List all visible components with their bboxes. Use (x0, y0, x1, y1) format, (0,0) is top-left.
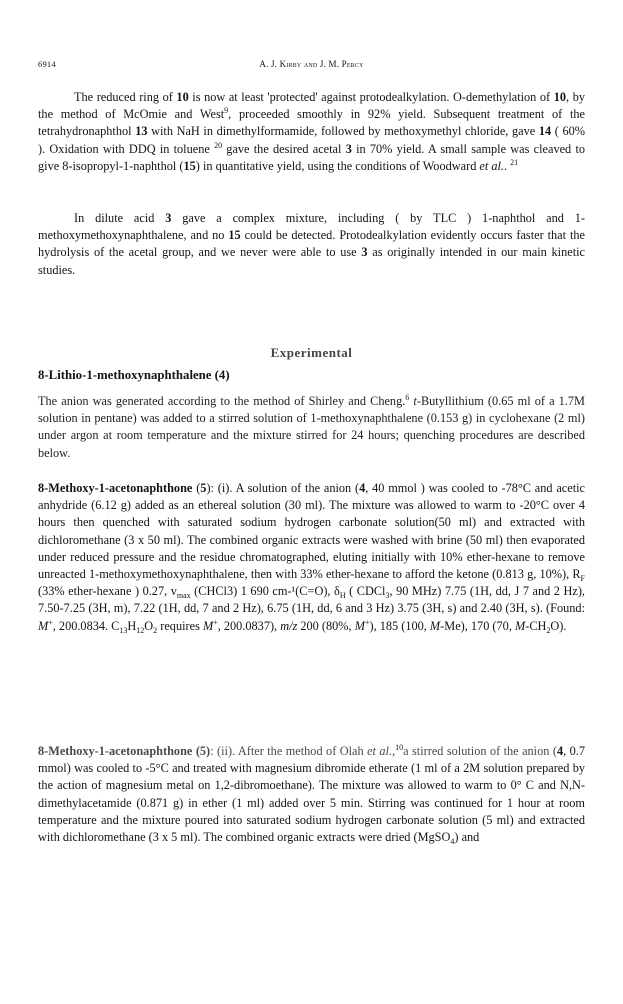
section-heading-lithio: 8-Lithio-1-methoxynaphthalene (4) (38, 368, 230, 382)
paragraph-anion-generation: The anion was generated according to the method of Shirley and Cheng.$^6$ t-Butyllithium (0.65 ml of a 1.7M solution in pentane) was added to a stirred solution of 1-methoxynaphthalene (0.153 g) in cyclohexane (2 ml) under argon at room temperature and the mixture stirred for 24 hours; quenching procedures are described below. (38, 393, 585, 460)
running-title: A. J. Kirby and J. M. Percy (259, 59, 364, 69)
paragraph-reduced-ring: The reduced ring of 10 is now at least 'protected' against protodealkylation. O-demethylation of 10, by the method of McOmie and West$^9$, proceeded smoothly in 92% yield. Subsequent treatment of the tetrahydronaphthol 13 with NaH in dimethylformamide, followed by methoxymethyl chloride, gave 14 ( 60% ). Oxidation with DDQ in toluene $^{20}$ gave the desired acetal 3 in 70% yield. A small sample was cleaved to give 8-isopropyl-1-naphthol (15) in quantitative yield, using the conditions of Woodward et al.. $^{21}$ (38, 90, 586, 173)
paragraph-dilute-acid: In dilute acid 3 gave a complex mixture, including ( by TLC ) 1-naphthol and 1-methoxymethoxynaphthalene, and no 15 could be detected. Protodealkylation evidently occurs faster that the hydrolysis of the acetal group, and we never were able to use 3 as originally intended in our main kinetic studies. (38, 211, 585, 277)
page-number: 6914 (38, 59, 56, 69)
experimental-heading: Experimental (270, 345, 353, 360)
paragraph-acetonaphthone-method-i: 8-Methoxy-1-acetonaphthone (5): (i). A solution of the anion (4, 40 mmol ) was cooled to -78°C and acetic anhydride (6.12 g) added as an ethereal solution (30 ml). The mixture was allowed to warm to -20°C over 4 hours then quenched with saturated sodium hydrogen carbonate solution(50 ml) and extracted with dichloromethane (3 x 50 ml). The combined organic extracts were washed with brine (50 ml) then evaporated under reduced pressure and the residue chromatographed, eluting initially with 10% ether-hexane to remove unreacted 1-methoxymethoxynaphthalene, then with 33% ether-hexane to afford the ketone (0.813 g, 10%), $R_F$ (33% ether-hexane ) 0.27, $v_{max}$ (CHCl3) 1 690 cm-¹(C=O), $\delta_H$ ( CDCl$_3$, 90 MHz) 7.75 (1H, dd, J 7 and 2 Hz), 7.50-7.25 (3H, m), 7.22 (1H, dd, 7 and 2 Hz), 6.75 (1H, dd, 6 and 3 Hz) 3.75 (3H, s) and 2.40 (3H, s). (Found: M+, 200.0834. $C_{13}H_{12}O_2$ requires M+, 200.0837), m/z 200 (80%, M+), 185 (100, M-Me), 170 (70, $M-CH_2O$). (38, 481, 586, 635)
paragraph-acetonaphthone-method-ii: 8-Methoxy-1-acetonaphthone (5): (ii). After the method of Olah et al.,$^{10}$a stirred solution of the anion (4, 0.7 mmol) was cooled to -5°C and treated with magnesium dibromide etherate (1 ml of a 2M solution prepared by the action of magnesium metal on 1,2-dibromoethane). The mixture was allowed to warm to 0° C and N,N-dimethylacetamide (0.871 g) in ether (1 ml) added over 5 min. Stirring was continued for 1 hour at room temperature and the mixture poured into saturated sodium hydrogen carbonate solution (5 ml) and extracted with dichloromethane (3 x 5 ml). The combined organic extracts were dried (MgSO$_4$) and (38, 743, 585, 847)
